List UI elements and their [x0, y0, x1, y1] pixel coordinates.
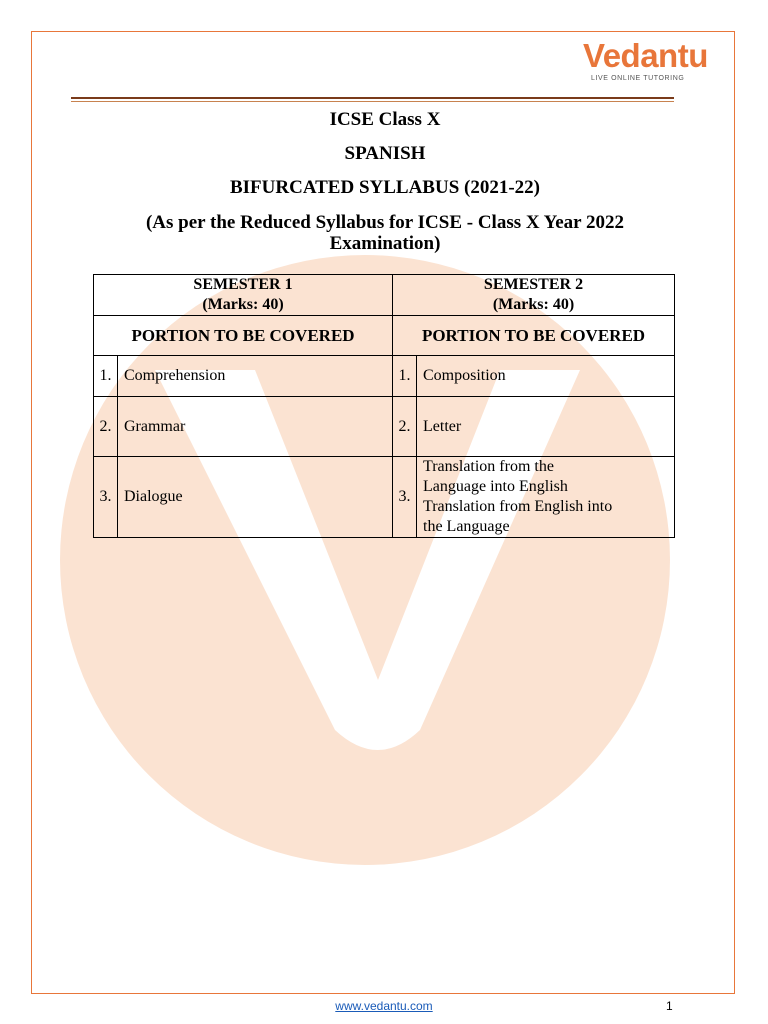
header-divider [71, 97, 674, 99]
doc-subject: SPANISH [344, 143, 426, 164]
semester1-portion-header: PORTION TO BE COVERED [94, 316, 393, 356]
doc-title: ICSE Class X [329, 109, 441, 130]
semester2-name: SEMESTER 2 [483, 276, 584, 293]
semester2-topic: Letter [417, 397, 675, 457]
doc-syllabus-title: BIFURCATED SYLLABUS (2021-22) [229, 177, 540, 198]
table-row [94, 397, 675, 457]
row-number: 2. [393, 397, 417, 457]
semester1-topic: Grammar [118, 397, 393, 457]
row-number: 1. [94, 356, 118, 397]
logo-tagline: LIVE ONLINE TUTORING [591, 75, 685, 82]
row-number: 2. [94, 397, 118, 457]
semester1-topic: Comprehension [118, 356, 393, 397]
row-number: 3. [94, 457, 118, 538]
row-number: 1. [393, 356, 417, 397]
table-row [94, 356, 675, 397]
vedantu-logo[interactable] [583, 37, 708, 88]
footer-website-link[interactable]: www.vedantu.com [335, 999, 433, 1013]
semester1-name: SEMESTER 1 [193, 276, 293, 293]
logo-wordmark: Vedantu [583, 37, 708, 74]
semester1-topic: Dialogue [118, 457, 393, 538]
topic-line: Language into English [423, 478, 568, 495]
header-divider-thin [71, 101, 674, 102]
doc-note-line1: (As per the Reduced Syllabus for ICSE - Class X Year 2022 [145, 212, 625, 233]
topic-line: Translation from the [423, 458, 554, 475]
semester2-topic: Composition [417, 356, 675, 397]
page-number: 1 [666, 999, 673, 1013]
semester1-marks: (Marks: 40) [202, 296, 284, 313]
semester2-header [393, 275, 675, 316]
table-row [94, 457, 675, 538]
semester2-topic [417, 457, 675, 538]
topic-line: the Language [423, 518, 510, 535]
row-number: 3. [393, 457, 417, 538]
syllabus-table [93, 274, 675, 538]
semester2-marks: (Marks: 40) [492, 296, 575, 313]
doc-note-line2: Examination) [329, 233, 441, 254]
semester1-header [94, 275, 393, 316]
topic-line: Translation from English into [423, 498, 613, 515]
semester2-portion-header: PORTION TO BE COVERED [393, 316, 675, 356]
